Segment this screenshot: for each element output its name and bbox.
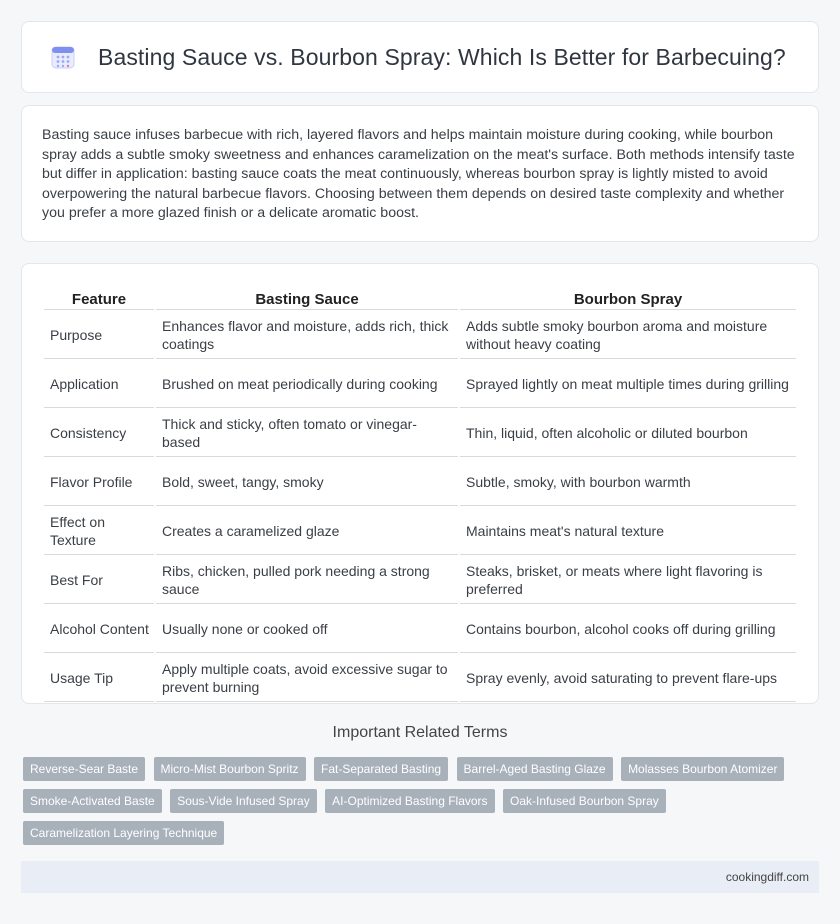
- related-term-tag[interactable]: Caramelization Layering Technique: [23, 821, 224, 845]
- comparison-table: [42, 284, 798, 702]
- table-row: [44, 555, 796, 604]
- related-terms-tags: [23, 757, 823, 853]
- feature-cell: Best For: [44, 555, 154, 604]
- table-row: [44, 359, 796, 408]
- related-term-tag[interactable]: Micro-Mist Bourbon Spritz: [154, 757, 306, 781]
- intro-text: Basting sauce infuses barbecue with rich, layered flavors and helps maintain moisture during cooking, while bourbon spray adds a subtle smoky sweetness and enhances caramelization on the meat's surface. Both methods intensify taste but differ in application: basting sauce coats the meat continuously, whereas bourbon spray is lightly misted to avoid overpowering the natural barbecue flavors. Choosing between them depends on desired taste complexity and whether you prefer a more glazed finish or a delicate aromatic boost.: [42, 127, 795, 222]
- bourbon-spray-cell: Thin, liquid, often alcoholic or diluted bourbon: [460, 408, 796, 457]
- table-row: [44, 604, 796, 653]
- bourbon-spray-cell: Spray evenly, avoid saturating to prevent flare-ups: [460, 653, 796, 702]
- intro-card: [21, 105, 819, 242]
- table-row: [44, 310, 796, 359]
- basting-sauce-cell: Creates a caramelized glaze: [156, 506, 458, 555]
- feature-cell: Usage Tip: [44, 653, 154, 702]
- related-term-tag[interactable]: AI-Optimized Basting Flavors: [325, 789, 494, 813]
- bourbon-spray-cell: Steaks, brisket, or meats where light flavoring is preferred: [460, 555, 796, 604]
- column-header-bourbon-spray: Bourbon Spray: [460, 284, 796, 310]
- table-row: [44, 506, 796, 555]
- feature-cell: Application: [44, 359, 154, 408]
- table-row: [44, 408, 796, 457]
- page-title: Basting Sauce vs. Bourbon Spray: Which Is Better for Barbecuing?: [98, 43, 786, 70]
- related-term-tag[interactable]: Molasses Bourbon Atomizer: [621, 757, 784, 781]
- bourbon-spray-cell: Sprayed lightly on meat multiple times during grilling: [460, 359, 796, 408]
- column-header-basting-sauce: Basting Sauce: [156, 284, 458, 310]
- basting-sauce-cell: Usually none or cooked off: [156, 604, 458, 653]
- related-term-tag[interactable]: Oak-Infused Bourbon Spray: [503, 789, 666, 813]
- bourbon-spray-cell: Adds subtle smoky bourbon aroma and moisture without heavy coating: [460, 310, 796, 359]
- related-term-tag[interactable]: Barrel-Aged Basting Glaze: [457, 757, 613, 781]
- related-term-tag[interactable]: Smoke-Activated Baste: [23, 789, 162, 813]
- related-term-tag[interactable]: Fat-Separated Basting: [314, 757, 448, 781]
- bourbon-spray-cell: Maintains meat's natural texture: [460, 506, 796, 555]
- basting-sauce-cell: Apply multiple coats, avoid excessive sugar to prevent burning: [156, 653, 458, 702]
- column-header-feature: Feature: [44, 284, 154, 310]
- header-card: [21, 21, 819, 93]
- calendar-icon: [50, 44, 76, 70]
- basting-sauce-cell: Brushed on meat periodically during cooking: [156, 359, 458, 408]
- footer: [21, 861, 819, 893]
- basting-sauce-cell: Enhances flavor and moisture, adds rich, thick coatings: [156, 310, 458, 359]
- table-row: [44, 457, 796, 506]
- basting-sauce-cell: Bold, sweet, tangy, smoky: [156, 457, 458, 506]
- comparison-table-card: [21, 263, 819, 704]
- bourbon-spray-cell: Subtle, smoky, with bourbon warmth: [460, 457, 796, 506]
- related-term-tag[interactable]: Reverse-Sear Baste: [23, 757, 145, 781]
- feature-cell: Purpose: [44, 310, 154, 359]
- feature-cell: Alcohol Content: [44, 604, 154, 653]
- footer-site-link[interactable]: cookingdiff.com: [725, 870, 809, 884]
- feature-cell: Flavor Profile: [44, 457, 154, 506]
- feature-cell: Effect on Texture: [44, 506, 154, 555]
- basting-sauce-cell: Thick and sticky, often tomato or vinegar-based: [156, 408, 458, 457]
- related-term-tag[interactable]: Sous-Vide Infused Spray: [170, 789, 317, 813]
- related-terms-title: Important Related Terms: [332, 724, 508, 741]
- table-row: [44, 653, 796, 702]
- bourbon-spray-cell: Contains bourbon, alcohol cooks off during grilling: [460, 604, 796, 653]
- table-header-row: [44, 284, 796, 310]
- basting-sauce-cell: Ribs, chicken, pulled pork needing a strong sauce: [156, 555, 458, 604]
- feature-cell: Consistency: [44, 408, 154, 457]
